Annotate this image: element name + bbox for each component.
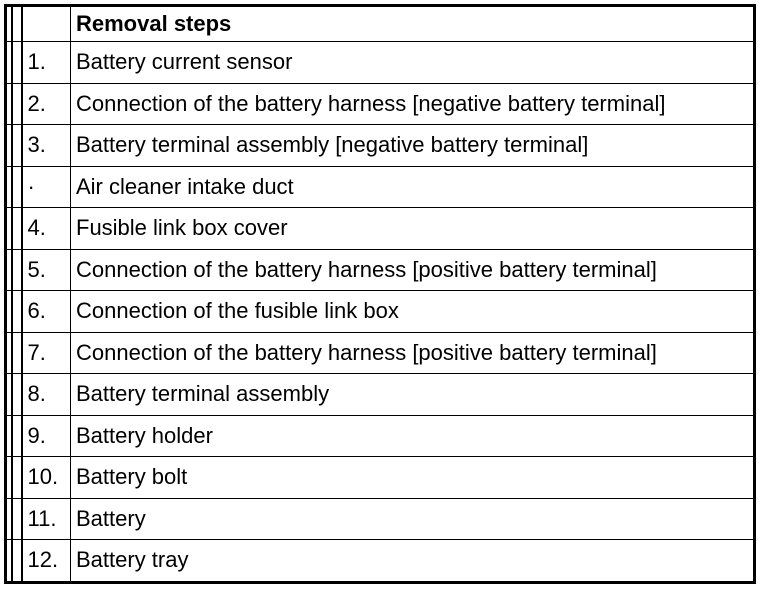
step-number: 2. xyxy=(22,83,71,125)
step-text: Connection of the battery harness [positive battery terminal] xyxy=(71,249,755,291)
table-row xyxy=(6,540,755,583)
table-row xyxy=(6,125,755,167)
step-text: Connection of the battery harness [positive battery terminal] xyxy=(71,332,755,374)
spacer-cell xyxy=(12,42,22,84)
step-text: Battery bolt xyxy=(71,457,755,499)
table-row xyxy=(6,166,755,208)
step-number: 5. xyxy=(22,249,71,291)
spacer-cell xyxy=(12,249,22,291)
header-title: Removal steps xyxy=(71,6,755,42)
spacer-cell xyxy=(12,374,22,416)
table-header-row xyxy=(6,6,755,42)
spacer-cell xyxy=(12,332,22,374)
step-text: Connection of the fusible link box xyxy=(71,291,755,333)
table-row xyxy=(6,83,755,125)
table-row xyxy=(6,42,755,84)
step-text: Battery current sensor xyxy=(71,42,755,84)
spacer-cell xyxy=(12,457,22,499)
step-text: Battery holder xyxy=(71,415,755,457)
header-spacer-cell xyxy=(12,6,22,42)
spacer-cell xyxy=(12,540,22,583)
spacer-cell xyxy=(12,498,22,540)
step-number: 9. xyxy=(22,415,71,457)
step-bullet: · xyxy=(22,166,71,208)
step-number: 11. xyxy=(22,498,71,540)
step-number: 3. xyxy=(22,125,71,167)
step-number: 12. xyxy=(22,540,71,583)
step-number: 4. xyxy=(22,208,71,250)
step-number: 10. xyxy=(22,457,71,499)
table-row xyxy=(6,291,755,333)
spacer-cell xyxy=(12,166,22,208)
table-row xyxy=(6,498,755,540)
spacer-cell xyxy=(12,125,22,167)
table-row xyxy=(6,249,755,291)
step-number: 6. xyxy=(22,291,71,333)
spacer-cell xyxy=(12,415,22,457)
table-row xyxy=(6,332,755,374)
table-row xyxy=(6,374,755,416)
spacer-cell xyxy=(12,291,22,333)
step-text: Battery tray xyxy=(71,540,755,583)
removal-steps-table xyxy=(4,4,756,584)
step-text: Battery terminal assembly xyxy=(71,374,755,416)
table-row xyxy=(6,415,755,457)
spacer-cell xyxy=(12,208,22,250)
step-number: 8. xyxy=(22,374,71,416)
header-number-cell xyxy=(22,6,71,42)
step-text: Battery terminal assembly [negative battery terminal] xyxy=(71,125,755,167)
table-row xyxy=(6,208,755,250)
step-text: Fusible link box cover xyxy=(71,208,755,250)
step-text: Air cleaner intake duct xyxy=(71,166,755,208)
step-text: Connection of the battery harness [negative battery terminal] xyxy=(71,83,755,125)
step-text: Battery xyxy=(71,498,755,540)
step-number: 7. xyxy=(22,332,71,374)
spacer-cell xyxy=(12,83,22,125)
step-number: 1. xyxy=(22,42,71,84)
table-row xyxy=(6,457,755,499)
